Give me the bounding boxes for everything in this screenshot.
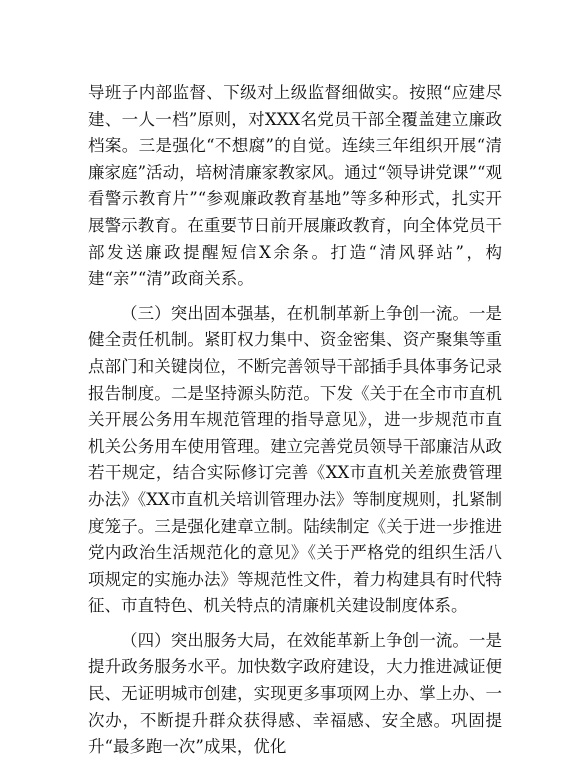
paragraph-section-three: （三）突出固本强基，在机制革新上争创一流。一是健全责任机制。紧盯权力集中、资金密集、资产聚集等重点部门和关键岗位，不断完善领导干部插手具体事务记录报告制度。二是坚持源头防范。下发《关于在全市市直机关开展公务用车规范管理的指导意见》，进一步规范市直机关公务用车使用管理。建立完善党员领导干部廉洁从政若干规定，结合实际修订完善《XX市直机关差旅费管理办法》《XX市直机关培训管理办法》等制度规则，扎紧制度笼子。三是强化建章立制。陆续制定《关于进一步推进党内政治生活规范化的意见》《关于严格党的组织生活八项规定的实施办法》等规范性文件，着力构建具有时代特征、市直特色、机关特点的清廉机关建设制度体系。 — [88, 303, 502, 616]
paragraph-continued: 导班子内部监督、下级对上级监督细做实。按照“应建尽建、一人一档”原则，对XXX名党员干部全覆盖建立廉政档案。三是强化“不想腐”的自觉。连续三年组织开展“清廉家庭”活动，培树清廉家教家风。通过“领导讲党课”“观看警示教育片”“参观廉政教育基地”等多种形式，扎实开展警示教育。在重要节日前开展廉政教育，向全体党员干部发送廉政提醒短信X余条。打造“清风驿站”，构建“亲”“清”政商关系。 — [88, 83, 502, 289]
paragraph-section-four: （四）突出服务大局，在效能革新上争创一流。一是提升政务服务水平。加快数字政府建设，大力推进减证便民、无证明城市创建，实现更多事项网上办、掌上办、一次办，不断提升群众获得感、幸福感、安全感。巩固提升“最多跑一次”成果，优化 — [88, 630, 502, 757]
